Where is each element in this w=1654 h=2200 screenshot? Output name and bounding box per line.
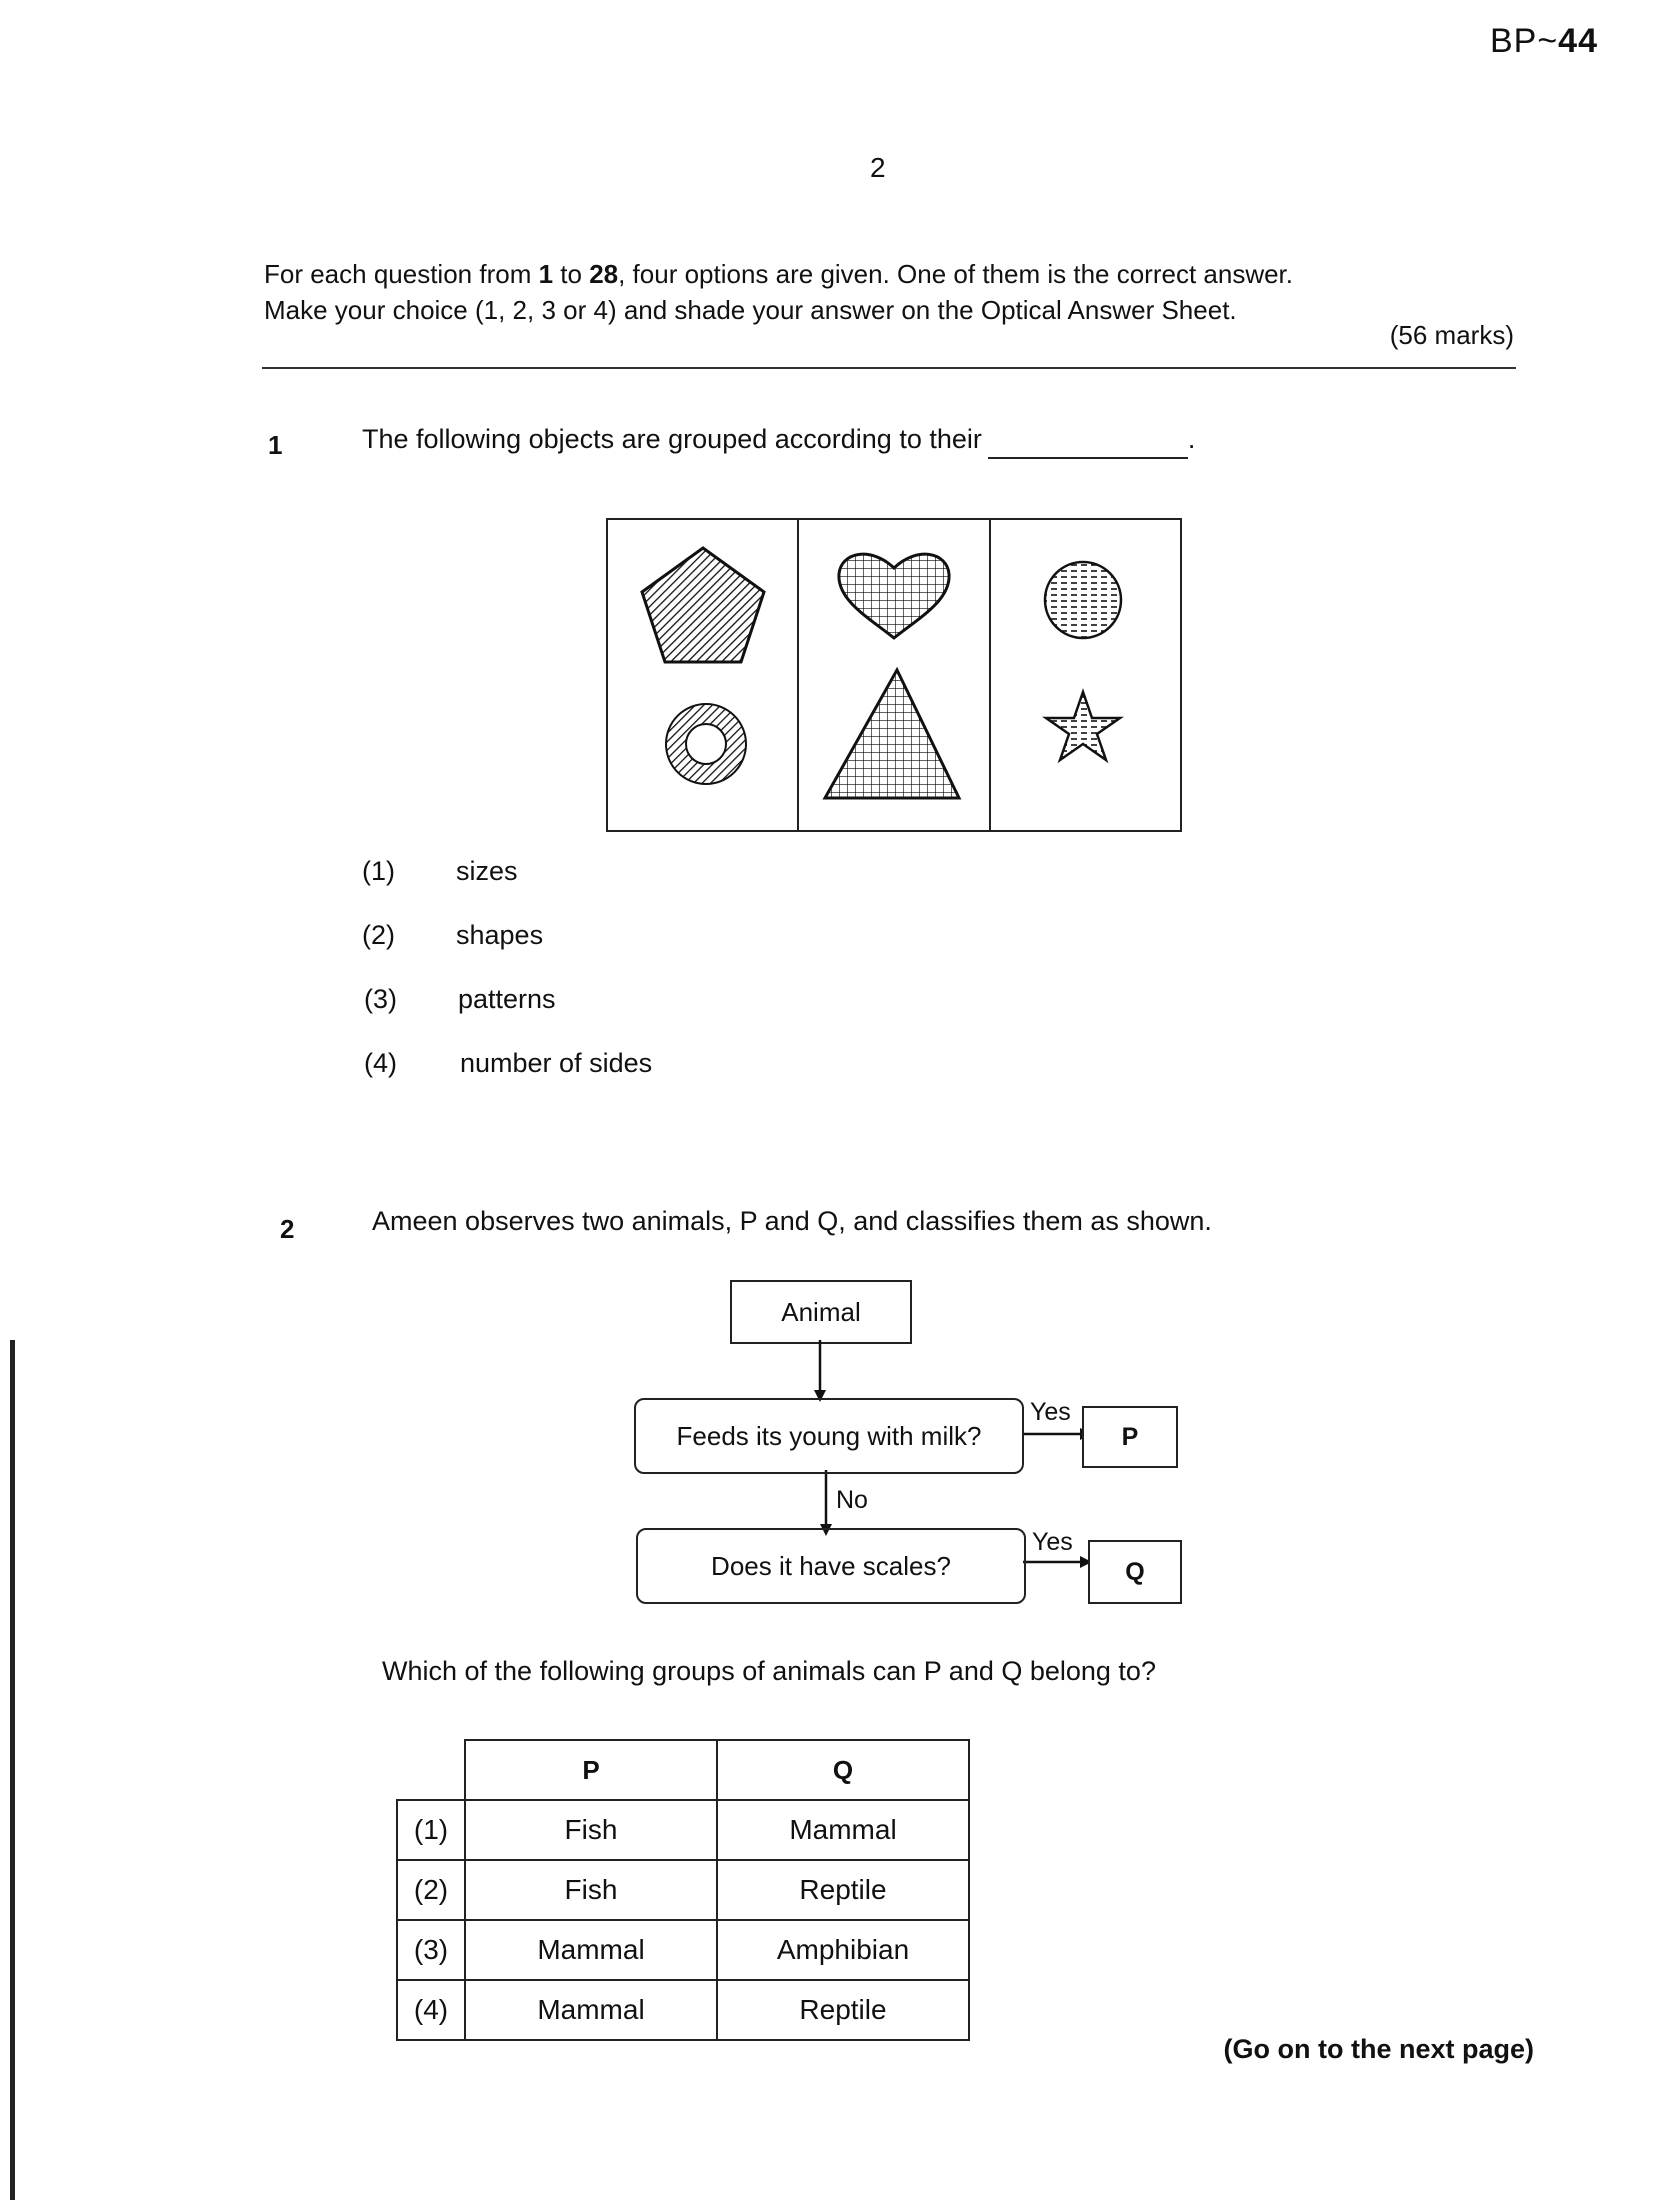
q1-option-3-text[interactable]: patterns (458, 984, 556, 1014)
table-row[interactable] (397, 1860, 969, 1920)
flow-result-p-label: P (1121, 1422, 1139, 1451)
table-row[interactable] (397, 1980, 969, 2040)
q2-text: Ameen observes two animals, P and Q, and classifies them as shown. (372, 1206, 1212, 1236)
table-cell-q: Reptile (717, 1860, 969, 1920)
divider (262, 367, 1516, 369)
table-row-number[interactable]: (1) (397, 1800, 465, 1860)
flow-no-label: No (836, 1486, 868, 1514)
table-row[interactable] (397, 1920, 969, 1980)
paper-code: BP~44 (1489, 22, 1598, 60)
scan-edge-bar (10, 1340, 15, 2200)
table-header-row (397, 1740, 969, 1800)
flow-question-2-label: Does it have scales? (711, 1550, 951, 1581)
group-2-shapes (799, 520, 989, 830)
star-shape (1046, 692, 1120, 760)
q1-option-3-number[interactable]: (3) (364, 984, 397, 1014)
flow-yes-1-label: Yes (1030, 1398, 1071, 1426)
heart-shape (839, 554, 949, 638)
dotted-circle-shape (1045, 562, 1121, 638)
table-row[interactable] (397, 1800, 969, 1860)
group-3 (991, 520, 1180, 830)
instruction-line-2: Make your choice (1, 2, 3 or 4) and shade your answer on the Optical Answer Sheet. (264, 295, 1237, 325)
q1-option-4-text[interactable]: number of sides (460, 1048, 653, 1078)
flow-root-label: Animal (781, 1296, 861, 1327)
table-row-number[interactable]: (2) (397, 1860, 465, 1920)
q1-option-2-number[interactable]: (2) (362, 920, 395, 950)
q1-option-1-number[interactable]: (1) (362, 856, 395, 886)
flow-result-q-label: Q (1125, 1557, 1145, 1586)
table-row-number[interactable]: (3) (397, 1920, 465, 1980)
table-row-number[interactable]: (4) (397, 1980, 465, 2040)
flow-question-1-label: Feeds its young with milk? (676, 1420, 982, 1451)
table-cell-p: Fish (465, 1860, 717, 1920)
flow-root-box (730, 1280, 912, 1344)
table-corner (397, 1740, 465, 1800)
flow-question-2-box (636, 1528, 1026, 1604)
instruction-line-1: For each question from 1 to 28, four options are given. One of them is the correct answer. (264, 259, 1294, 289)
q1-text: The following objects are grouped according to their . (362, 424, 1195, 459)
flow-result-q-box (1088, 1540, 1182, 1604)
table-cell-q: Mammal (717, 1800, 969, 1860)
q1-number: 1 (268, 430, 283, 460)
table-header-q: Q (717, 1740, 969, 1800)
answer-table (396, 1739, 970, 2041)
answer-blank (988, 426, 1188, 459)
group-1-shapes (608, 520, 798, 830)
group-2 (799, 520, 990, 830)
page-number: 2 (870, 152, 886, 183)
group-1 (608, 520, 799, 830)
shapes-figure (606, 518, 1182, 832)
table-cell-q: Amphibian (717, 1920, 969, 1980)
flow-question-1-box (634, 1398, 1024, 1474)
table-cell-p: Mammal (465, 1980, 717, 2040)
table-cell-p: Fish (465, 1800, 717, 1860)
triangle-shape (825, 670, 959, 798)
q1-option-1-text[interactable]: sizes (456, 856, 518, 886)
q1-option-2-text[interactable]: shapes (456, 920, 544, 950)
table-cell-q: Reptile (717, 1980, 969, 2040)
table-cell-p: Mammal (465, 1920, 717, 1980)
q2-question: Which of the following groups of animals can P and Q belong to? (382, 1656, 1156, 1686)
q2-number: 2 (280, 1214, 295, 1244)
q1-option-4-number[interactable]: (4) (364, 1048, 397, 1078)
pentagon-shape (642, 548, 764, 662)
group-3-shapes (991, 520, 1181, 830)
footer-note: (Go on to the next page) (1223, 2034, 1534, 2064)
table-header-p: P (465, 1740, 717, 1800)
flow-result-p-box (1082, 1406, 1178, 1468)
marks-label: (56 marks) (1389, 320, 1514, 350)
flow-yes-2-label: Yes (1032, 1528, 1073, 1556)
